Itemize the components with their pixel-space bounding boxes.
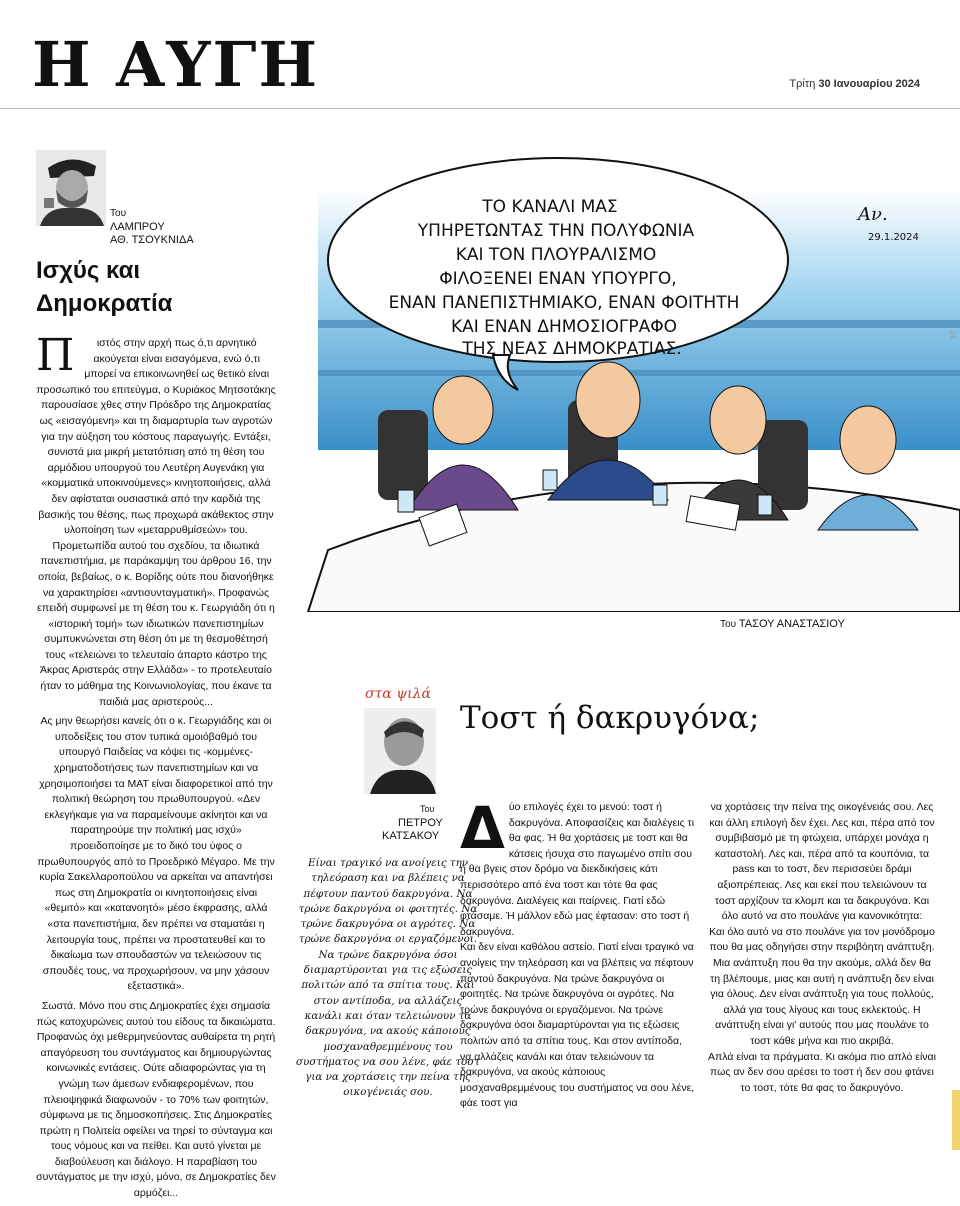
newspaper-masthead: Η ΑΥΓΗ — [32, 28, 320, 101]
article-body-col-1 — [460, 794, 696, 1112]
paragraph: να χορτάσεις την πείνα της οικογένειάς σου. Λες και άλλη επιλογή δεν έχει. Λες και, πέρα από τον συμβιβασμό με τη φτώχεια, υπάρχει μονάχα η καταστολή. Λες και, πέρα από τα κουπόνια, τα pass και το τοστ, δεν περισσεύει δράμι αξιοπρέπειας. Λες και εκεί που τελειώνουν τα τοστ αρχίζουν τα κλομπ και τα δακρυγόνα. Και όλο αυτό να στο πουλάνε για κανονικότητα: — [709, 801, 935, 923]
speech-line-5: ΕΝΑΝ ΠΑΝΕΠΙΣΤΗΜΙΑΚΟ, ΕΝΑΝ ΦΟΙΤΗΤΗ — [388, 293, 740, 313]
column-body — [36, 330, 276, 1206]
speech-line-1: ΤΟ ΚΑΝΑΛΙ ΜΑΣ — [482, 197, 618, 217]
masthead-divider — [0, 108, 960, 109]
author-by-label: Του — [110, 208, 127, 219]
paragraph: Δύο επιλογές έχει το μενού: τοστ ή δακρυγόνα. Αποφασίζεις και διαλέγεις τι θα φας. Ή θα χορτάσεις με τοστ και θα κάτσεις ήσυχα στο παγωμένο σπίτι σου ή θα βγεις στον δρόμο να διεκδικήσεις κάτι περισσότερο από ένα τοστ και τότε θα φας δακρυγόνα. Διαλέγεις και παίρνεις. Γιατί εδώ φτάσαμε. Ή μάλλον εδώ μας έφτασαν: στο τοστ ή δακρυγόνα. — [460, 794, 695, 938]
column-title-line-1: Ισχύς και — [36, 257, 141, 284]
speech-line-6: ΚΑΙ ΕΝΑΝ ΔΗΜΟΣΙΟΓΡΑΦΟ — [450, 317, 678, 337]
author-by-label: Του — [420, 804, 435, 814]
svg-text:Αν.: Αν. — [858, 204, 888, 225]
section-tag: στα ψιλά — [365, 686, 432, 702]
paragraph: Και όλο αυτό να στο πουλάνε για τον μονόδρομο που θα μας οδηγήσει στην περιβόητη ανάπτυξη. Μια ανάπτυξη που θα την ακούμε, αλλά δεν θα τη βλέπουμε, μιας και αυτή η ανάπτυξη δεν είναι για όλους. Δεν είναι ανάπτυξη για τους πολλούς, αλλά για τους λίγους και τους εκλεκτούς. Η ανάπτυξη είναι γι' αυτούς που μας πουλάνε το τοστ κάθε μήνα και πιο ακριβά. — [709, 925, 935, 1047]
column-title-line-2: Δημοκρατία — [36, 290, 173, 317]
paragraph: Και δεν είναι καθόλου αστείο. Γιατί είναι τραγικό να ανοίγεις την τηλεόραση και να βλέπεις να πέφτουν παντού δακρυγόνα. Να τρώνε δακρυγόνα οι φοιτητές. Να τρώνε δακρυγόνα οι αγρότες. Να τρώνε δακρυγόνα οι εργαζόμενοι. Να τρώνε δακρυγόνα όσοι διαμαρτύρονται για τις εξώσεις πολιτών από τα σπίτια τους. Και στον αντίποδα, να αλλάζεις κανάλι και όταν τελειώνουν τα δακρυγόνα, να ακούς κάποιους μοσχαναθρεμμένους του συστήματος να σου λένε, φάε τοστ για — [460, 941, 695, 1110]
cartoon-credit: Του ΤΑΣΟΥ ΑΝΑΣΤΑΣΙΟΥ — [720, 618, 845, 630]
author-photo — [364, 708, 436, 794]
author-name-first: ΛΑΜΠΡΟΥ — [110, 221, 165, 233]
column-title — [36, 254, 172, 320]
article-body-col-2 — [708, 800, 936, 1096]
issue-date: Τρίτη 30 Ιανουαρίου 2024 — [789, 78, 920, 90]
drop-cap: Δ — [460, 794, 505, 862]
speech-line-7: ΤΗΣ ΝΕΑΣ ΔΗΜΟΚΡΑΤΙΑΣ. — [462, 339, 682, 359]
paragraph: Σωστά. Μόνο που στις Δημοκρατίες έχει σημασία πώς κατοχυρώνεις αυτού του είδους τα δικαιώματα. Προφανώς όχι μεθερμηνεύοντας αυθαίρετα τη ρητή απαγόρευση του συντάγματος και δημιουργώντας κοινωνικές εντάσεις. Ούτε αδιαφορώντας για τη γνώμη των άμεσων ενδιαφερομένων, που πλειοψηφικά διαφωνούν - το 70% των φοιτητών, σύμφωνα με τις δημοσκοπήσεις. Στις Δημοκρατίες πρώτη η Πολιτεία οφείλει να τηρεί το σύνταγμα και τους νόμους και να πείθει. Και αυτό γίνεται με διαβούλευση και διάλογο. Η παραβίαση του συντάγματος με την ισχύ, μόνο, σε Δημοκρατίες δεν αρμόζει... — [36, 999, 276, 1200]
paragraph: Π ιστός στην αρχή πως ό,τι αρνητικό ακούγεται είναι εισαγόμενα, ενώ ό,τι μπορεί να επικοινωνηθεί ως θετικό είναι προσωπικό του επιτεύγμα, ο Κυριάκος Μητσοτάκης παρουσίασε χθες στην Πρόεδρο της Δημοκρατίας ως «εισαγόμενη» και τη διαμαρτυρία των αγροτών για την αύξηση του κόστους παραγωγής. Εντάξει, συνιστά μια μικρή μετατόπιση από τη θέση του αρμόδιου υπουργού του Λευτέρη Αυγενάκη για «κομματικά υποκινούμενες» κινητοποιήσεις, αλλά δεν αφίσταται ουσιαστικά από την καρδιά της βασικής του θέσης, πως προχωρά ακάθεκτος στην υλοποίηση των «μεταρρυθμίσεών» του. Προμετωπίδα αυτού του σχεδίου, τα ιδιωτικά πανεπιστήμια, με παράκαμψη του άρθρου 16, την οποία, βεβαίως, ο κ. Βορίδης ούτε που διανοήθηκε να χαρακτηρίσει «αντισυνταγματική». Προφανώς επειδή συμφωνεί με τη θέση του κ. Γεωργιάδη ότι η «ιστορική τομή» των ιδιωτικών πανεπιστημίων συμπυκνώνεται στη θέση ότι με τη θεσμοθέτησή τους «τελειώνει το τελευταίο άπαρτο κάστρο της Άκρας Αριστεράς στην Ελλάδα» - το προτελευταίο ήταν το μάθημα της Κοινωνιολογίας, που έκανε τα παιδιά μας αριστερούς... — [36, 330, 276, 708]
editorial-cartoon — [288, 150, 960, 612]
speech-line-4: ΦΙΛΟΞΕΝΕΙ ΕΝΑΝ ΥΠΟΥΡΓΟ, — [439, 269, 677, 289]
edge-color-mark — [952, 1090, 960, 1150]
speech-line-3: ΚΑΙ ΤΟΝ ΠΛΟΥΡΑΛΙΣΜΟ — [455, 245, 657, 265]
svg-text:29.1.2024: 29.1.2024 — [868, 232, 919, 243]
paragraph: Απλά είναι τα πράγματα. Κι ακόμα πιο απλό είναι πως αν δεν σου αρέσει το τοστ ή δεν σου φτάνει το τοστ, τότε θα φας το δακρυγόνο. — [708, 1050, 936, 1094]
author-name-last: ΑΘ. ΤΣΟΥΚΝΙΔΑ — [110, 234, 194, 246]
drop-cap: Π — [36, 330, 75, 381]
article-title: Τοστ ή δακρυγόνα; — [460, 700, 760, 736]
author-name-last: ΚΑΤΣΑΚΟΥ — [382, 830, 440, 842]
speech-line-2: ΥΠΗΡΕΤΩΝΤΑΣ ΤΗΝ ΠΟΛΥΦΩΝΙΑ — [417, 221, 695, 241]
page-number: 24 — [947, 330, 957, 339]
author-name-first: ΠΕΤΡΟΥ — [398, 817, 443, 829]
paragraph: Ας μην θεωρήσει κανείς ότι ο κ. Γεωργιάδης και οι υποδείξεις του στον τυπικά ομοιόβαθμό του υπουργό Παιδείας να κόψει τις -κομμένες- χρηματοδοτήσεις των πανεπιστημίων και να χρησιμοποιήσει τα ΜΑΤ είναι διαφορετικοί από την πολιτική θεώρηση του πρωθυπουργού. «Δεν εκλεγήκαμε για να παραμείνουμε ακίνητοι και να παρατηρούμε την πολιτική μας ισχύ» προειδοποίησε με το δικό του ύφος ο πρωθυπουργός από το Προεδρικό Μέγαρο. Με την κυρία Σακελλαροπούλου να αρκείται να απαντήσει πως στη Δημοκρατία οι κινητοποιήσεις είναι «θεμιτό» και «κατανοητό» μέσο έκφρασης, αλλά «στα πανεπιστήμια, δεν πρέπει να σταματάει η λειτουργία τους, πρέπει να προστατευθεί και το δικαίωμα των σπουδαστών να τελειώσουν τις σπουδές τους, να προχωρήσουν, να μην χάσουν εξεταστικά». — [37, 715, 275, 993]
author-photo — [36, 150, 106, 226]
article-lead: Είναι τραγικό να ανοίγεις την τηλεόραση και να βλέπεις να πέφτουν παντού δακρυγόνα. Να τρώνε δακρυγόνα οι φοιτητές. Να τρώνε δακρυγόνα οι αγρότες. Να τρώνε δακρυγόνα οι εργαζόμενοι. Να τρώνε δακρυγόνα όσοι διαμαρτύρονται για τις εξώσεις πολιτών από τα σπίτια τους. Και στον αντίποδα, να αλλάζεις κανάλι και όταν τελειώνουν τα δακρυγόνα, να ακούς κάποιους μοσχαναθρεμμένους του συστήματος να σου λένε, φάε τοστ για να χορτάσεις την πείνα της οικογένειάς σου. — [296, 857, 480, 1099]
